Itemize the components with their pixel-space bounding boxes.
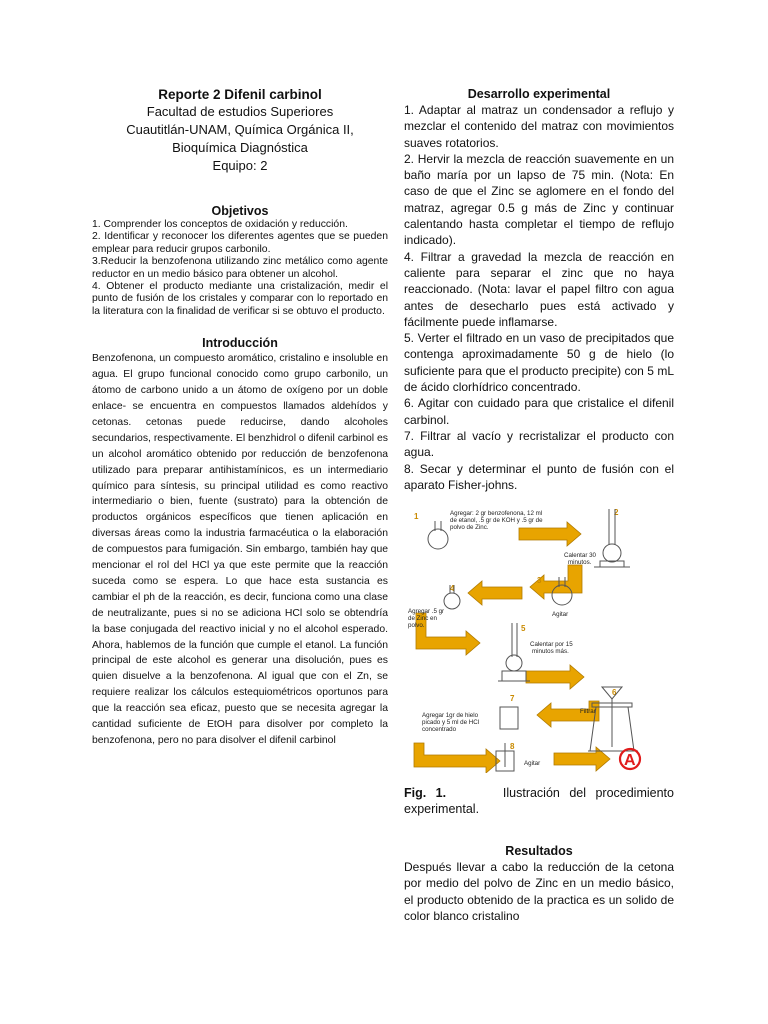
step-number: 2 — [614, 508, 619, 518]
label-agitar: Agitar — [524, 760, 541, 768]
label-step5: Calentar por 15 — [530, 641, 573, 649]
report-title: Reporte 2 Difenil carbinol — [158, 87, 322, 102]
label-step7: picado y 5 ml de HCl — [422, 719, 480, 727]
objetivo-item: 1. Comprender los conceptos de oxidación y reducción. — [92, 219, 348, 230]
round-flask-icon — [428, 521, 448, 549]
label-step1: polvo de Zinc. — [450, 524, 489, 532]
arrow-down-right-icon — [414, 743, 500, 773]
label-step1: Agregar: 2 gr benzofenona, 12 ml — [450, 510, 543, 518]
right-column — [404, 86, 674, 924]
university-line: Cuautitlán-UNAM, Química Orgánica II, — [126, 122, 354, 137]
label-filtrar: Filtrar — [580, 708, 596, 716]
results-paragraph: Después llevar a cabo la reducción de la cetona por medio del polvo de Zinc en un medio básico, el producto obtenido de la practica es un solido de color blanco cristalino — [404, 860, 674, 924]
caption-text: Ilustración del procedimiento experimental. — [404, 786, 674, 817]
label-step1: de etanol, .5 gr de KOH y .5 gr de — [450, 517, 543, 525]
objetivo-item: 3.Reducir la benzofenona utilizando zinc metálico como agente reductor en un medio básico para obtener un alcohol. — [92, 256, 388, 280]
final-mark-icon — [620, 749, 640, 769]
faculty-line: Facultad de estudios Superiores — [146, 104, 334, 119]
resultados-heading: Resultados — [505, 844, 573, 859]
step-item: 8. Secar y determinar el punto de fusión con el aparato Fisher-johns. — [404, 461, 674, 492]
label-step7: concentrado — [422, 726, 457, 734]
svg-text:A: A — [624, 752, 636, 770]
objetivos-list — [92, 219, 388, 318]
label-step2: Calentar 30 — [564, 552, 596, 560]
steps-list — [404, 102, 674, 493]
objetivo-item: 2. Identificar y reconocer los diferentes agentes que se pueden emplear para reducir grupos carbonilo. — [92, 231, 388, 255]
beaker-icon — [500, 707, 518, 729]
left-column — [92, 86, 388, 749]
objetivos-heading: Objetivos — [211, 204, 269, 218]
label-step4: Agregar .5 gr — [408, 608, 445, 616]
step-item: 7. Filtrar al vacío y recristalizar el producto con agua. — [404, 428, 674, 460]
caption-label: Fig. 1. — [404, 786, 447, 801]
arrow-right-icon — [519, 522, 581, 546]
step-number: 7 — [510, 694, 515, 704]
step-item: 2. Hervir la mezcla de reacción suavemente en un baño maría por un lapso de 75 min. (Nota: En caso de que el Zinc se aglomere en el fondo del matraz, agregar 0.5 g más de Zinc y continuar calentando hasta completar el tiempo de reflujo indicado). — [404, 151, 674, 248]
figure-caption — [404, 785, 674, 817]
procedure-figure — [404, 503, 674, 773]
title-block — [92, 86, 388, 175]
step-number: 8 — [510, 742, 515, 752]
step-number: 5 — [521, 624, 526, 634]
label-step7: Agregar 1gr de hielo — [422, 712, 479, 720]
step-number: 3 — [537, 576, 542, 586]
desarrollo-heading: Desarrollo experimental — [467, 87, 611, 101]
intro-heading: Introducción — [202, 336, 278, 351]
label-step4: polvo. — [408, 622, 425, 630]
step-item: 6. Agitar con cuidado para que cristalice el difenil carbinol. — [404, 396, 674, 427]
step-number: 1 — [414, 512, 419, 522]
label-step2: minutos. — [568, 559, 592, 567]
step-number: 6 — [612, 688, 617, 698]
reflux-apparatus-icon — [594, 509, 630, 567]
program-line: Bioquímica Diagnóstica — [172, 140, 308, 155]
step-item: 5. Verter el filtrado en un vaso de precipitados que contenga aproximadamente 50 g de hielo (lo suficiente para que el producto precipite) con 5 mL de ácido clorhídrico concentrado. — [404, 331, 674, 395]
step-item: 4. Filtrar a gravedad la mezcla de reacción en caliente para separar el zinc que no haya reaccionado. (Nota: lavar el papel filtro con agua antes de desecharlo pues está activado y fácilmente puede inflamarse. — [404, 249, 674, 329]
arrow-left-icon — [468, 581, 522, 605]
label-step4: de Zinc en — [408, 615, 437, 623]
arrow-right-icon — [526, 665, 584, 689]
label-agitar: Agitar — [552, 611, 569, 619]
team-line: Equipo: 2 — [212, 158, 268, 173]
step-item: 1. Adaptar al matraz un condensador a reflujo y mezclar el contenido del matraz con movimientos suaves rotatorios. — [404, 103, 674, 150]
step-number: 4 — [450, 584, 455, 594]
intro-paragraph: Benzofenona, un compuesto aromático, cristalino e insoluble en agua. El grupo funcional conocido como grupo carbonilo, un átomo de carbono unido a un átomo de oxígeno por un doble enlace- se encuentra en compuestos llamados aldehídos y cetonas. cetonas puede reducirse, dando alcoholes secundarios, respectivamente. El benzhidrol o difenil carbinol es un alcohol aromático obtenido por reducción de benzofenona utilizado para preparar antihistamínicos, es un intermediario químico para síntesis, su principal utilidad es como reactivo intermediario o bien, fuente (sustrato) para la obtención de productos orgánicos específicos que tienen aplicación en diversas áreas como la industria farmacéutica o la elaboración de compuestos para fumigación. Sin embargo, también hay que mencionar el rol del HCl ya que este permite que la reacción suceda como se espera. Lo que hace esta sustancia es cambiar el ph de la reacción, es decir, funciona como una clase de neutralizante, pues si no se adiciona HCl solo se obtendría la base conjugada del reactivo inicial y no el alcohol esperado. Ahora, hablemos de la función que cumple el etanol. La función principal de este alcohol es generar una disolución, pues es quien disuelve a la benzofenona. Al igual que con el Zn, se requiere realizar los cálculos estequiométricos oportunos para que la reacción sea eficaz, puesto que se necesita agregar la cantidad suficiente de EtOH para disolver por completo la benzofenona, pero no para disolver el difenil carbinol — [92, 353, 388, 746]
label-step5: minutos más. — [532, 648, 569, 656]
objetivo-item: 4. Obtener el producto mediante una cristalización, medir el punto de fusión de los cristales y comparar con lo reportado en la literatura con la finalidad de verificar si se obtuvo el producto. — [92, 281, 388, 317]
